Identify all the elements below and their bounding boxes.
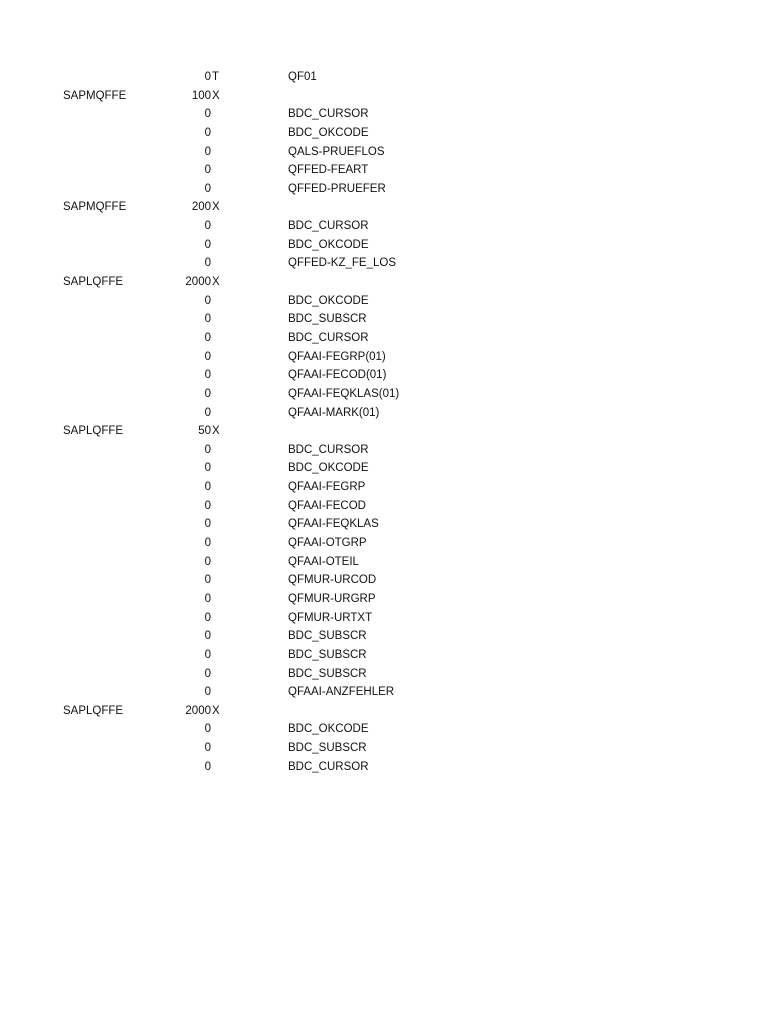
table-row <box>0 329 768 348</box>
field-name-cell: QFAAI-FEGRP <box>288 481 366 494</box>
field-name-cell: QFFED-FEART <box>288 164 369 177</box>
dynpro-cell: 0 <box>204 220 211 233</box>
dynpro-cell: 0 <box>204 443 211 456</box>
field-name-cell: QFAAI-FECOD <box>288 499 366 512</box>
start-flag-cell: T <box>212 71 220 83</box>
dynpro-cell: 0 <box>204 406 211 419</box>
table-row <box>0 292 768 311</box>
field-name-cell: QFAAI-ANZFEHLER <box>288 686 395 699</box>
table-row <box>0 627 768 646</box>
dynpro-cell: 0 <box>204 686 211 699</box>
start-flag-cell: X <box>212 704 220 717</box>
program-cell: SAPLQFFE <box>63 425 124 438</box>
dynpro-cell: 0 <box>204 499 211 512</box>
table-row <box>0 198 768 217</box>
table-row <box>0 180 768 199</box>
table-row <box>0 571 768 590</box>
field-name-cell: QFFED-PRUEFER <box>288 182 386 195</box>
table-row <box>0 87 768 106</box>
table-row <box>0 143 768 162</box>
field-name-cell: BDC_OKCODE <box>288 723 369 736</box>
dynpro-cell: 0 <box>204 387 211 400</box>
dynpro-cell: 0 <box>204 126 211 139</box>
field-name-cell: BDC_SUBSCR <box>288 648 367 661</box>
table-row <box>0 702 768 721</box>
program-cell: SAPMQFFE <box>63 201 127 214</box>
dynpro-cell: 2000 <box>185 704 211 717</box>
table-row <box>0 590 768 609</box>
table-row <box>0 739 768 758</box>
table-row <box>0 310 768 329</box>
program-cell: SAPLQFFE <box>63 704 124 717</box>
field-name-cell: BDC_OKCODE <box>288 238 369 251</box>
dynpro-cell: 0 <box>204 313 211 326</box>
table-row <box>0 515 768 534</box>
start-flag-cell: X <box>212 89 220 102</box>
table-row <box>0 720 768 739</box>
field-name-cell: BDC_OKCODE <box>288 294 369 307</box>
dynpro-cell: 0 <box>204 71 211 83</box>
field-name-cell: BDC_CURSOR <box>288 220 369 233</box>
field-name-cell: QFAAI-FEQKLAS(01) <box>288 387 400 400</box>
dynpro-cell: 0 <box>204 164 211 177</box>
dynpro-cell: 2000 <box>185 276 211 289</box>
field-name-cell: QALS-PRUEFLOS <box>288 145 385 158</box>
field-name-cell: BDC_SUBSCR <box>288 630 367 643</box>
dynpro-cell: 0 <box>204 723 211 736</box>
table-row <box>0 105 768 124</box>
dynpro-cell: 0 <box>204 369 211 382</box>
table-row <box>0 665 768 684</box>
table-row <box>0 609 768 628</box>
field-name-cell: QFAAI-FEQKLAS <box>288 518 379 531</box>
table-row <box>0 217 768 236</box>
dynpro-cell: 0 <box>204 760 211 773</box>
field-name-cell: BDC_OKCODE <box>288 462 369 475</box>
table-row <box>0 404 768 423</box>
field-name-cell: QFFED-KZ_FE_LOS <box>288 257 396 270</box>
dynpro-cell: 0 <box>204 555 211 568</box>
field-name-cell: QFAAI-FEGRP(01) <box>288 350 386 363</box>
table-row <box>0 478 768 497</box>
dynpro-cell: 0 <box>204 537 211 550</box>
dynpro-cell: 0 <box>204 592 211 605</box>
dynpro-cell: 0 <box>204 648 211 661</box>
field-name-cell: QFMUR-URGRP <box>288 592 376 605</box>
dynpro-cell: 0 <box>204 574 211 587</box>
field-name-cell: BDC_CURSOR <box>288 443 369 456</box>
dynpro-cell: 100 <box>191 89 211 102</box>
dynpro-cell: 0 <box>204 611 211 624</box>
dynpro-cell: 0 <box>204 630 211 643</box>
table-row <box>0 236 768 255</box>
dynpro-cell: 0 <box>204 518 211 531</box>
table-row <box>0 254 768 273</box>
field-name-cell: BDC_SUBSCR <box>288 667 367 680</box>
table-row <box>0 683 768 702</box>
field-name-cell: QFAAI-OTEIL <box>288 555 359 568</box>
dynpro-cell: 0 <box>204 742 211 755</box>
field-name-cell: BDC_CURSOR <box>288 108 369 121</box>
table-row <box>0 161 768 180</box>
dynpro-cell: 0 <box>204 108 211 121</box>
dynpro-cell: 50 <box>198 425 211 438</box>
start-flag-cell: X <box>212 201 220 214</box>
field-name-cell: BDC_CURSOR <box>288 760 369 773</box>
dynpro-cell: 0 <box>204 145 211 158</box>
field-name-cell: QFAAI-OTGRP <box>288 537 367 550</box>
program-cell: SAPLQFFE <box>63 276 124 289</box>
dynpro-cell: 0 <box>204 667 211 680</box>
bdc-table <box>0 68 768 776</box>
dynpro-cell: 200 <box>191 201 211 214</box>
table-row <box>0 646 768 665</box>
table-row <box>0 553 768 572</box>
dynpro-cell: 0 <box>204 182 211 195</box>
table-row <box>0 366 768 385</box>
table-row <box>0 273 768 292</box>
field-name-cell: QFAAI-FECOD(01) <box>288 369 387 382</box>
dynpro-cell: 0 <box>204 294 211 307</box>
dynpro-cell: 0 <box>204 462 211 475</box>
table-row <box>0 348 768 367</box>
table-row <box>0 124 768 143</box>
field-name-cell: QFMUR-URCOD <box>288 574 377 587</box>
dynpro-cell: 0 <box>204 238 211 251</box>
start-flag-cell: X <box>212 276 220 289</box>
table-row <box>0 68 768 87</box>
dynpro-cell: 0 <box>204 350 211 363</box>
dynpro-cell: 0 <box>204 257 211 270</box>
field-name-cell: BDC_CURSOR <box>288 331 369 344</box>
field-name-cell: QFMUR-URTXT <box>288 611 373 624</box>
table-row <box>0 385 768 404</box>
table-row <box>0 422 768 441</box>
program-cell: SAPMQFFE <box>63 89 127 102</box>
field-name-cell: BDC_SUBSCR <box>288 313 367 326</box>
field-name-cell: BDC_SUBSCR <box>288 742 367 755</box>
field-name-cell: BDC_OKCODE <box>288 126 369 139</box>
field-name-cell: QF01 <box>288 71 317 83</box>
table-row <box>0 459 768 478</box>
dynpro-cell: 0 <box>204 331 211 344</box>
start-flag-cell: X <box>212 425 220 438</box>
table-row <box>0 758 768 777</box>
table-row <box>0 497 768 516</box>
table-row <box>0 534 768 553</box>
table-row <box>0 441 768 460</box>
dynpro-cell: 0 <box>204 481 211 494</box>
field-name-cell: QFAAI-MARK(01) <box>288 406 380 419</box>
